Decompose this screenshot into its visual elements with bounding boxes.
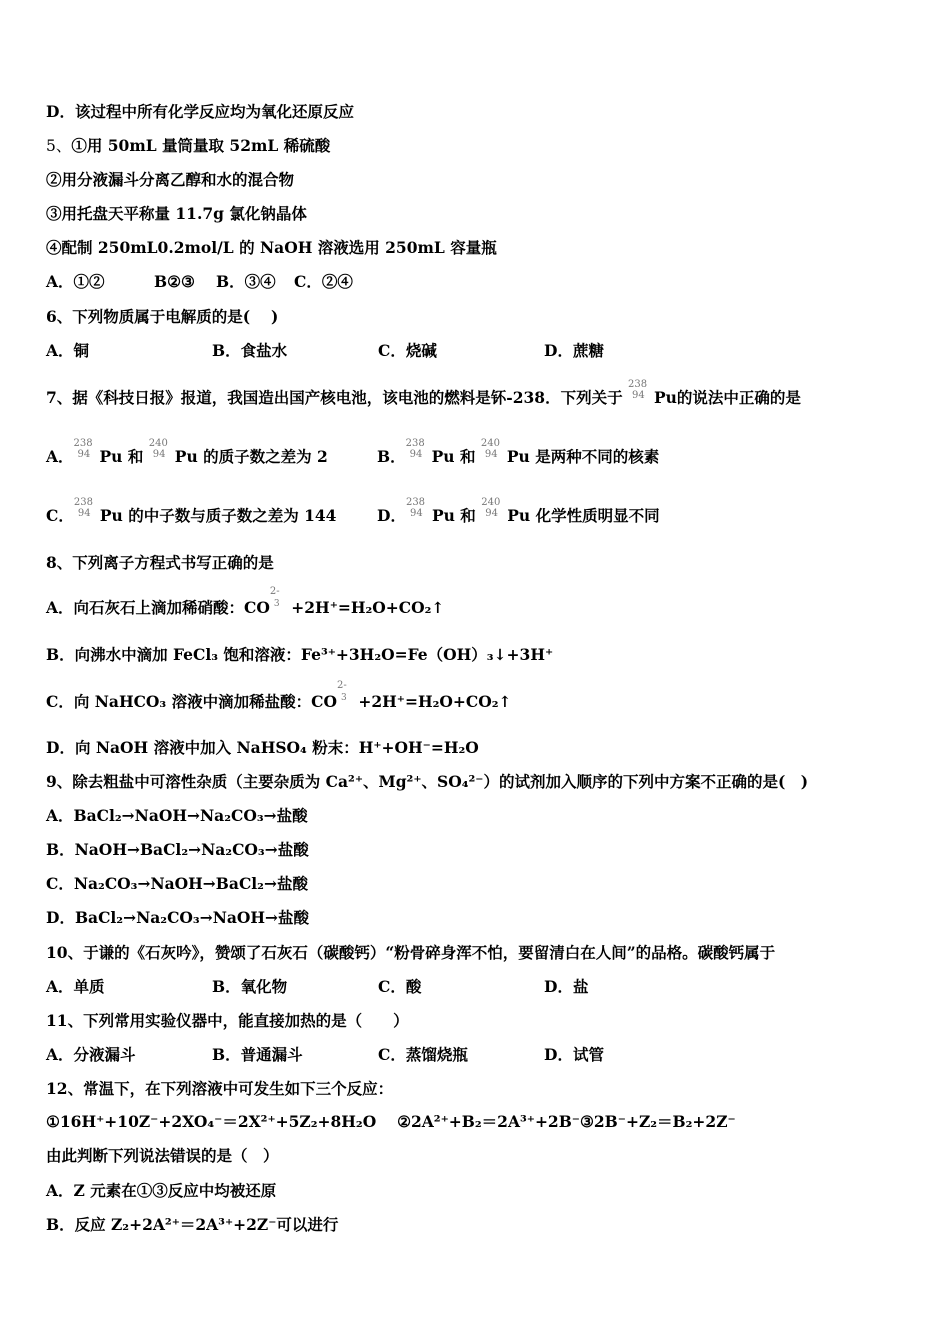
q5-item-4: ④配制 250mL0.2mol/L 的 NaOH 溶液选用 250mL 容量瓶	[46, 238, 497, 257]
q5-option-c: C．②④	[294, 272, 353, 291]
q6-option-b: B．食盐水	[212, 341, 288, 360]
q7-stem-text: 7、据《科技日报》报道，我国造出国产核电池，该电池的燃料是钚-238．下列关于	[46, 388, 623, 407]
q11-stem: 11、下列常用实验仪器中，能直接加热的是（ ）	[46, 1011, 409, 1030]
q6-options	[46, 341, 604, 361]
q12-stem: 12、常温下，在下列溶液中可发生如下三个反应：	[46, 1079, 394, 1098]
q5-option-b2: B．③④	[216, 272, 276, 291]
q8-option-a: A．向石灰石上滴加稀硝酸：CO 2- 3 +2H⁺=H₂O+CO₂↑	[46, 586, 445, 617]
q11-option-a: A．分液漏斗	[46, 1045, 136, 1064]
q5-options	[46, 272, 353, 292]
q10-option-c: C．酸	[378, 977, 422, 996]
q5-option-a: A．①②	[46, 272, 105, 291]
q6-option-d: D．蔗糖	[544, 341, 604, 360]
q12-ask: 由此判断下列说法错误的是（ ）	[46, 1146, 279, 1165]
q5-option-b: B②③	[154, 272, 195, 291]
carbonate-charge: 2- 3	[269, 586, 280, 609]
q12-option-b: B．反应 Z₂+2A²⁺＝2A³⁺+2Z⁻可以进行	[46, 1215, 339, 1234]
q9-stem: 9、除去粗盐中可溶性杂质（主要杂质为 Ca²⁺、Mg²⁺、SO₄²⁻）的试剂加入顺序的下列中方案不正确的是( )	[46, 772, 809, 791]
q5-item-2: ②用分液漏斗分离乙醇和水的混合物	[46, 170, 295, 189]
q6-option-a: A．铜	[46, 341, 90, 360]
q5-number: 5、	[46, 137, 72, 155]
q12-option-a: A．Z 元素在①③反应中均被还原	[46, 1181, 277, 1200]
q10-options	[46, 977, 588, 997]
carbonate-charge: 2- 3	[336, 680, 347, 703]
q5-item-1: ①用 50mL 量筒量取 52mL 稀硫酸	[71, 136, 331, 155]
q10-option-a: A．单质	[46, 977, 105, 996]
q7-options-ab	[46, 438, 660, 467]
q11-option-c: C．蒸馏烧瓶	[378, 1045, 468, 1064]
q5-item-3: ③用托盘天平称量 11.7g 氯化钠晶体	[46, 204, 307, 223]
q9-option-d: D．BaCl₂→Na₂CO₃→NaOH→盐酸	[46, 908, 310, 927]
q7-options-cd	[46, 497, 660, 526]
isotope-238: 238 94	[627, 379, 648, 401]
q8-option-c: C．向 NaHCO₃ 溶液中滴加稀盐酸：CO 2- 3 +2H⁺=H₂O+CO₂↑	[46, 680, 512, 711]
q4-option-d: D．该过程中所有化学反应均为氧化还原反应	[46, 102, 354, 121]
q6-option-c: C．烧碱	[378, 341, 437, 360]
q11-option-b: B．普通漏斗	[212, 1045, 303, 1064]
q8-option-b: B．向沸水中滴加 FeCl₃ 饱和溶液：Fe³⁺+3H₂O=Fe（OH）₃↓+3H⁺	[46, 645, 554, 664]
q7-stem: 7、据《科技日报》报道，我国造出国产核电池，该电池的燃料是钚-238．下列关于 238 94 Pu的说法中正确的是	[46, 379, 801, 407]
q9-option-c: C．Na₂CO₃→NaOH→BaCl₂→盐酸	[46, 874, 308, 893]
q7-option-b: B． 238 94 Pu 和 240 94 Pu 是两种不同的核素	[377, 438, 660, 466]
q9-option-a: A．BaCl₂→NaOH→Na₂CO₃→盐酸	[46, 806, 308, 825]
q8-stem: 8、下列离子方程式书写正确的是	[46, 553, 274, 572]
q12-reactions: ①16H⁺+10Z⁻+2XO₄⁻＝2X²⁺+5Z₂+8H₂O ②2A²⁺+B₂＝2A³⁺+2B⁻③2B⁻+Z₂＝B₂+2Z⁻	[46, 1112, 736, 1131]
q6-stem: 6、下列物质属于电解质的是( )	[46, 307, 279, 326]
q11-options	[46, 1045, 604, 1065]
q7-option-c: C． 238 94 Pu 的中子数与质子数之差为 144	[46, 497, 337, 525]
q11-option-d: D．试管	[544, 1045, 604, 1064]
q7-option-d: D． 238 94 Pu 和 240 94 Pu 化学性质明显不同	[377, 497, 660, 525]
q10-stem: 10、于谦的《石灰吟》，赞颂了石灰石（碳酸钙）“粉骨碎身浑不怕，要留清白在人间”的品格。碳酸钙属于	[46, 943, 776, 962]
q7-option-a: A． 238 94 Pu 和 240 94 Pu 的质子数之差为 2	[46, 438, 328, 466]
q10-option-d: D．盐	[544, 977, 589, 996]
q10-option-b: B．氧化物	[212, 977, 288, 996]
q8-option-d: D．向 NaOH 溶液中加入 NaHSO₄ 粉末：H⁺+OH⁻=H₂O	[46, 738, 479, 757]
q9-option-b: B．NaOH→BaCl₂→Na₂CO₃→盐酸	[46, 840, 309, 859]
q5-stem	[46, 136, 330, 156]
